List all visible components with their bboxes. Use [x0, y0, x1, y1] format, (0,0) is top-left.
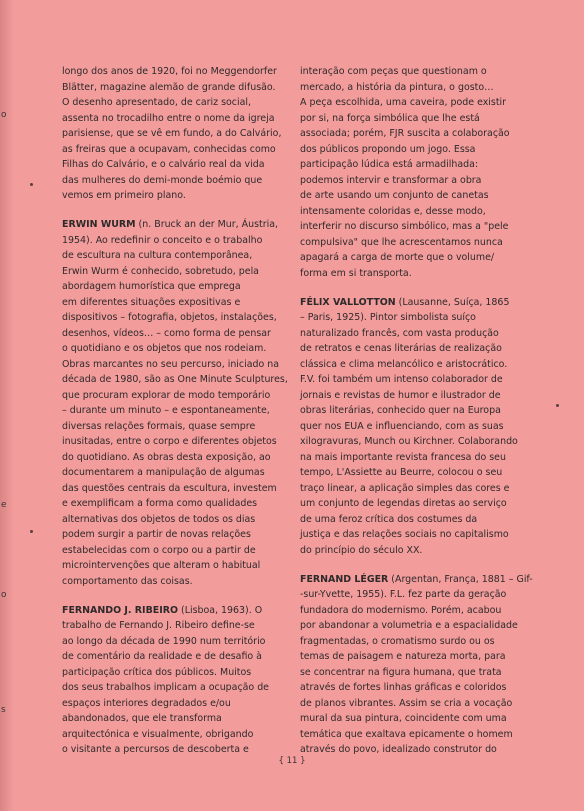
artist-name-fernand-leger: FERNAND LÉGER	[300, 573, 389, 585]
paragraph-felix-vallotton	[300, 295, 536, 559]
paragraph-text: (Lisboa, 1963). O trabalho de Fernando J. Ribeiro define-se ao longo da década de 1990 num território de comentário da realidade e de desafio à participação crítica dos públicos. Muitos dos seus trabalhos implicam a ocupação de espaços interiores degradados e/ou abandonados, que ele transforma arquitectónica e visualmente, obrigando o visitante a percursos de descoberta e	[62, 604, 269, 755]
edge-fragment: s	[1, 705, 6, 715]
paragraph-text: (n. Bruck an der Mur, Áustria, 1954). Ao redefinir o conceito e o trabalho de escultura na cultura contemporânea, Erwin Wurm é conhecido, sobretudo, pela abordagem humorística que emprega em diferentes situações expositivas e dispositivos – fotografia, objetos, instalações, desenhos, vídeos… – como forma de pensar o quotidiano e os objetos que nos rodeiam. Obras marcantes no seu percurso, iniciado na década de 1980, são as One Minute Sculptures, que procuram explorar de modo temporário – durante um minuto – e espontaneamente, diversas relações formais, quase sempre inusitadas, entre o corpo e diferentes objetos do quotidiano. As obras desta exposição, ao documentarem a manipulação de algumas das questões centrais da escultura, investem e exemplificam a forma como qualidades alternativas dos objetos de todos os dias podem surgir a partir de novas relações estabelecidas com o corpo ou a partir de microintervenções que alteram o habitual comportamento das coisas.	[62, 219, 288, 587]
edge-fragment: o	[1, 110, 7, 120]
margin-dot	[30, 183, 33, 186]
edge-fragment: o	[1, 590, 7, 600]
edge-fragment: e	[1, 500, 7, 510]
paragraph-fernando-ribeiro	[62, 603, 300, 758]
paragraph-ribeiro-continued: interação com peças que questionam o mercado, a história da pintura, o gosto… A peça escolhida, uma caveira, pode existir por si, na força simbólica que lhe está associada; porém, FJR suscita a colaboração dos públicos propondo um jogo. Essa participação lúdica está armadilhada: podemos intervir e transformar a obra de arte usando um conjunto de canetas intensamente coloridas e, desse modo, interferir no discurso simbólico, mas a "pele compulsiva" que lhe acrescentamos nunca apagará a carga de morte que o volume/ forma em si transporta.	[300, 66, 510, 279]
page-number: { 11 }	[278, 756, 306, 766]
artist-name-erwin-wurm: ERWIN WURM	[62, 219, 136, 230]
paragraph-text: (Argentan, França, 1881 – Gif- -sur-Yvette, 1955). F.L. fez parte da geração fundadora do modernismo. Porém, acabou por abandonar a volumetria e a espacialidade fragmentadas, o cromatismo surdo ou os temas de paisagem e natureza morta, para se concentrar na figura humana, que trata através de fortes linhas gráficas e coloridos de planos vibrantes. Assim se cria a vocação mural da sua pintura, coincidente com uma temática que exaltava epicamente o homem através do povo, idealizado construtor do	[300, 573, 533, 755]
right-column	[300, 64, 536, 771]
previous-page-edge	[0, 0, 14, 811]
artist-name-felix-vallotton: FÉLIX VALLOTTON	[300, 296, 396, 308]
paragraph-fernand-leger	[300, 572, 536, 758]
margin-dot	[30, 530, 33, 533]
paragraph-erwin-wurm	[62, 217, 300, 589]
margin-dot	[556, 404, 559, 407]
left-column	[62, 64, 300, 771]
artist-name-fernando-ribeiro: FERNANDO J. RIBEIRO	[62, 604, 179, 616]
paragraph-text: (Lausanne, Suíça, 1865 – Paris, 1925). Pintor simbolista suíço naturalizado francês, com vasta produção de retratos e cenas literárias de realização clássica e clima melancólico e aristocrático. F.V. foi também um intenso colaborador de jornais e revistas de humor e ilustrador de obras literárias, conhecido quer na Europa quer nos EUA e influenciando, com as suas xilogravuras, Munch ou Kirchner. Colaborando na mais importante revista francesa do seu tempo, L'Assiette au Beurre, colocou o seu traço linear, a aplicação simples das cores e um conjunto de legendas diretas ao serviço de uma feroz crítica dos costumes da justiça e das relações sociais no capitalismo do princípio do século XX.	[300, 296, 518, 556]
paragraph-meggendorfer: longo dos anos de 1920, foi no Meggendorfer Blätter, magazine alemão de grande difusão. O desenho apresentado, de cariz social, assenta no trocadilho entre o nome da igreja parisiense, que se vê em fundo, a do Calvário, as freiras que a ocupavam, conhecidas como Filhas do Calvário, e o calvário real da vida das mulheres do demi-monde boémio que vemos em primeiro plano.	[62, 66, 282, 201]
